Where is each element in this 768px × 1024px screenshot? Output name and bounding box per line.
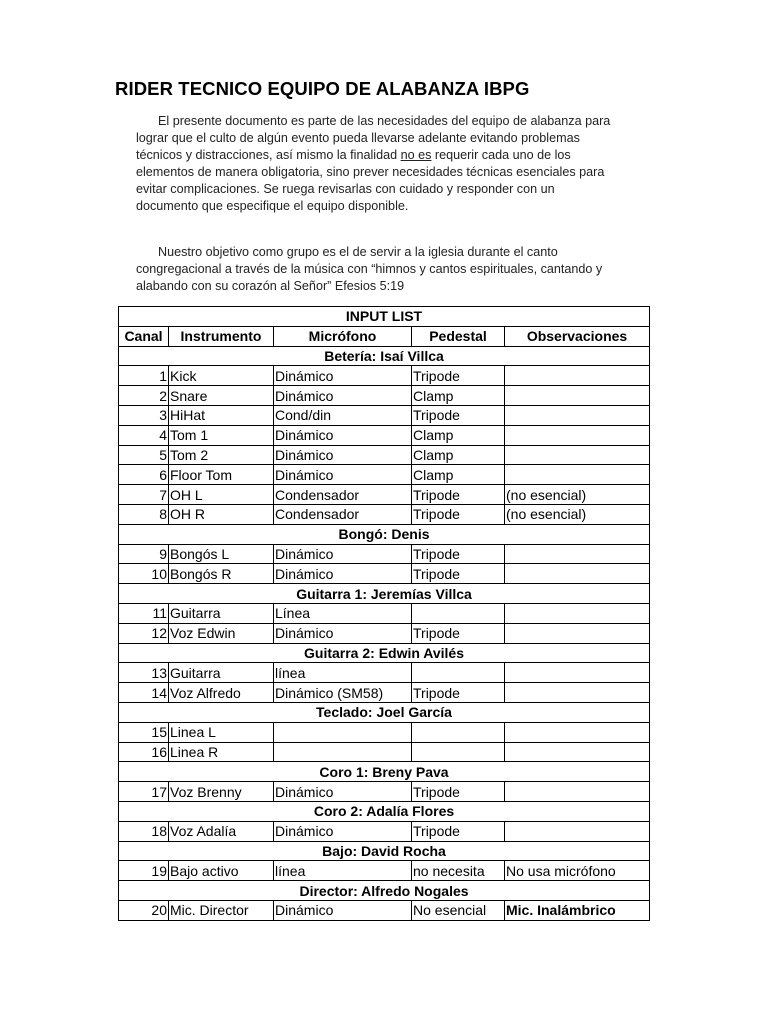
- table-row: [119, 663, 650, 683]
- cell-instrumento: OH R: [169, 504, 274, 524]
- cell-instrumento: Bongós L: [169, 544, 274, 564]
- header-pedestal: Pedestal: [412, 326, 505, 346]
- cell-canal: 15: [119, 722, 169, 742]
- section-heading: Director: Alfredo Nogales: [119, 881, 650, 901]
- cell-pedestal: Tripode: [412, 821, 505, 841]
- cell-observaciones: (no esencial): [505, 504, 650, 524]
- table-row: [119, 405, 650, 425]
- cell-instrumento: Linea R: [169, 742, 274, 762]
- cell-canal: 11: [119, 603, 169, 623]
- cell-pedestal: Tripode: [412, 366, 505, 386]
- cell-pedestal: Tripode: [412, 564, 505, 584]
- cell-instrumento: Bajo activo: [169, 861, 274, 881]
- table-header-row: [119, 326, 650, 346]
- cell-microfono: Dinámico: [274, 564, 412, 584]
- cell-observaciones: [505, 544, 650, 564]
- cell-pedestal: [412, 742, 505, 762]
- cell-pedestal: Clamp: [412, 425, 505, 445]
- section-row: [119, 841, 650, 861]
- cell-instrumento: Voz Alfredo: [169, 683, 274, 703]
- table-row: [119, 445, 650, 465]
- table-row: [119, 465, 650, 485]
- cell-observaciones: [505, 405, 650, 425]
- document-title: RIDER TECNICO EQUIPO DE ALABANZA IBPG: [115, 78, 530, 99]
- cell-microfono: Dinámico: [274, 900, 412, 920]
- cell-observaciones: [505, 564, 650, 584]
- cell-microfono: Dinámico: [274, 544, 412, 564]
- cell-canal: 1: [119, 366, 169, 386]
- section-row: [119, 524, 650, 544]
- table-row: [119, 504, 650, 524]
- cell-observaciones: [505, 821, 650, 841]
- cell-microfono: Dinámico: [274, 425, 412, 445]
- cell-observaciones: [505, 663, 650, 683]
- cell-observaciones: [505, 445, 650, 465]
- header-observaciones: Observaciones: [505, 326, 650, 346]
- table-row: [119, 900, 650, 920]
- table-row: [119, 386, 650, 406]
- cell-canal: 16: [119, 742, 169, 762]
- cell-instrumento: Voz Adalía: [169, 821, 274, 841]
- cell-observaciones: [505, 603, 650, 623]
- cell-instrumento: HiHat: [169, 405, 274, 425]
- cell-instrumento: Voz Edwin: [169, 623, 274, 643]
- table-row: [119, 425, 650, 445]
- intro-p1-text-end: requerir cada uno de los elementos de manera obligatoria, sino prever necesidades técnicas esenciales para evitar complicaciones. Se ruega revisarlas con cuidado y responder con un documento que especifique el equipo disponible.: [136, 148, 605, 213]
- cell-pedestal: [412, 603, 505, 623]
- cell-canal: 8: [119, 504, 169, 524]
- section-heading: Coro 2: Adalía Flores: [119, 801, 650, 821]
- intro-paragraph-1: [136, 113, 616, 215]
- section-heading: Coro 1: Breny Pava: [119, 762, 650, 782]
- section-row: [119, 762, 650, 782]
- cell-canal: 17: [119, 782, 169, 802]
- cell-microfono: Condensador: [274, 504, 412, 524]
- table-row: [119, 623, 650, 643]
- cell-canal: 18: [119, 821, 169, 841]
- cell-instrumento: Floor Tom: [169, 465, 274, 485]
- header-canal: Canal: [119, 326, 169, 346]
- table-title-row: [119, 307, 650, 327]
- table-body: [119, 346, 650, 920]
- table-row: [119, 821, 650, 841]
- table-row: [119, 603, 650, 623]
- cell-pedestal: Tripode: [412, 782, 505, 802]
- section-row: [119, 801, 650, 821]
- cell-instrumento: Guitarra: [169, 603, 274, 623]
- cell-pedestal: No esencial: [412, 900, 505, 920]
- cell-instrumento: Linea L: [169, 722, 274, 742]
- cell-observaciones: [505, 386, 650, 406]
- cell-microfono: Dinámico (SM58): [274, 683, 412, 703]
- cell-microfono: [274, 722, 412, 742]
- cell-observaciones: No usa micrófono: [505, 861, 650, 881]
- cell-microfono: Dinámico: [274, 782, 412, 802]
- cell-canal: 10: [119, 564, 169, 584]
- section-row: [119, 643, 650, 663]
- cell-instrumento: OH L: [169, 485, 274, 505]
- cell-instrumento: Guitarra: [169, 663, 274, 683]
- cell-instrumento: Tom 1: [169, 425, 274, 445]
- cell-observaciones: [505, 782, 650, 802]
- header-instrumento: Instrumento: [169, 326, 274, 346]
- cell-pedestal: Tripode: [412, 683, 505, 703]
- section-heading: Guitarra 1: Jeremías Villca: [119, 584, 650, 604]
- cell-instrumento: Mic. Director: [169, 900, 274, 920]
- section-row: [119, 584, 650, 604]
- cell-canal: 14: [119, 683, 169, 703]
- cell-observaciones: [505, 742, 650, 762]
- section-row: [119, 702, 650, 722]
- table-row: [119, 742, 650, 762]
- cell-canal: 6: [119, 465, 169, 485]
- cell-canal: 7: [119, 485, 169, 505]
- table-title: INPUT LIST: [119, 307, 650, 327]
- cell-pedestal: Tripode: [412, 623, 505, 643]
- cell-canal: 4: [119, 425, 169, 445]
- cell-microfono: Dinámico: [274, 445, 412, 465]
- header-microfono: Micrófono: [274, 326, 412, 346]
- cell-canal: 19: [119, 861, 169, 881]
- cell-instrumento: Bongós R: [169, 564, 274, 584]
- cell-pedestal: Tripode: [412, 504, 505, 524]
- cell-observaciones: [505, 722, 650, 742]
- cell-microfono: línea: [274, 861, 412, 881]
- section-row: [119, 881, 650, 901]
- cell-pedestal: Tripode: [412, 544, 505, 564]
- cell-observaciones: [505, 465, 650, 485]
- cell-microfono: [274, 742, 412, 762]
- cell-pedestal: Tripode: [412, 405, 505, 425]
- table-row: [119, 366, 650, 386]
- section-heading: Bongó: Denis: [119, 524, 650, 544]
- table-row: [119, 544, 650, 564]
- cell-canal: 3: [119, 405, 169, 425]
- cell-canal: 2: [119, 386, 169, 406]
- intro-p2-text: Nuestro objetivo como grupo es el de servir a la iglesia durante el canto congregacional a través de la música con “himnos y cantos espirituales, cantando y alabando con su corazón al Señor” Efesios 5:19: [136, 245, 603, 293]
- cell-pedestal: Clamp: [412, 445, 505, 465]
- intro-p1-underlined: no es: [400, 148, 432, 162]
- section-heading: Guitarra 2: Edwin Avilés: [119, 643, 650, 663]
- input-list-table: [118, 306, 650, 921]
- section-row: [119, 346, 650, 366]
- table-row: [119, 722, 650, 742]
- cell-microfono: Línea: [274, 603, 412, 623]
- cell-pedestal: Tripode: [412, 485, 505, 505]
- table-row: [119, 485, 650, 505]
- cell-canal: 12: [119, 623, 169, 643]
- cell-instrumento: Tom 2: [169, 445, 274, 465]
- cell-pedestal: Clamp: [412, 386, 505, 406]
- cell-canal: 13: [119, 663, 169, 683]
- cell-canal: 9: [119, 544, 169, 564]
- cell-microfono: Condensador: [274, 485, 412, 505]
- cell-microfono: Dinámico: [274, 386, 412, 406]
- section-heading: Bajo: David Rocha: [119, 841, 650, 861]
- table-row: [119, 861, 650, 881]
- cell-observaciones: (no esencial): [505, 485, 650, 505]
- section-heading: Betería: Isaí Villca: [119, 346, 650, 366]
- cell-microfono: línea: [274, 663, 412, 683]
- cell-observaciones: [505, 623, 650, 643]
- cell-pedestal: no necesita: [412, 861, 505, 881]
- cell-observaciones: [505, 425, 650, 445]
- cell-microfono: Dinámico: [274, 465, 412, 485]
- cell-pedestal: [412, 722, 505, 742]
- cell-microfono: Cond/din: [274, 405, 412, 425]
- cell-instrumento: Snare: [169, 386, 274, 406]
- intro-paragraph-2: [136, 244, 616, 295]
- cell-canal: 5: [119, 445, 169, 465]
- section-heading: Teclado: Joel García: [119, 702, 650, 722]
- table-row: [119, 782, 650, 802]
- cell-pedestal: [412, 663, 505, 683]
- table-row: [119, 564, 650, 584]
- cell-observaciones: Mic. Inalámbrico: [505, 900, 650, 920]
- cell-observaciones: [505, 683, 650, 703]
- cell-instrumento: Voz Brenny: [169, 782, 274, 802]
- table-row: [119, 683, 650, 703]
- cell-pedestal: Clamp: [412, 465, 505, 485]
- cell-observaciones: [505, 366, 650, 386]
- cell-microfono: Dinámico: [274, 821, 412, 841]
- cell-microfono: Dinámico: [274, 366, 412, 386]
- cell-instrumento: Kick: [169, 366, 274, 386]
- cell-canal: 20: [119, 900, 169, 920]
- cell-microfono: Dinámico: [274, 623, 412, 643]
- intro-p1-text: El presente documento es parte de las necesidades del equipo de alabanza para lograr que el culto de algún evento pueda llevarse adelante evitando problemas técnicos y distracciones, así mismo la finalidad: [136, 114, 611, 162]
